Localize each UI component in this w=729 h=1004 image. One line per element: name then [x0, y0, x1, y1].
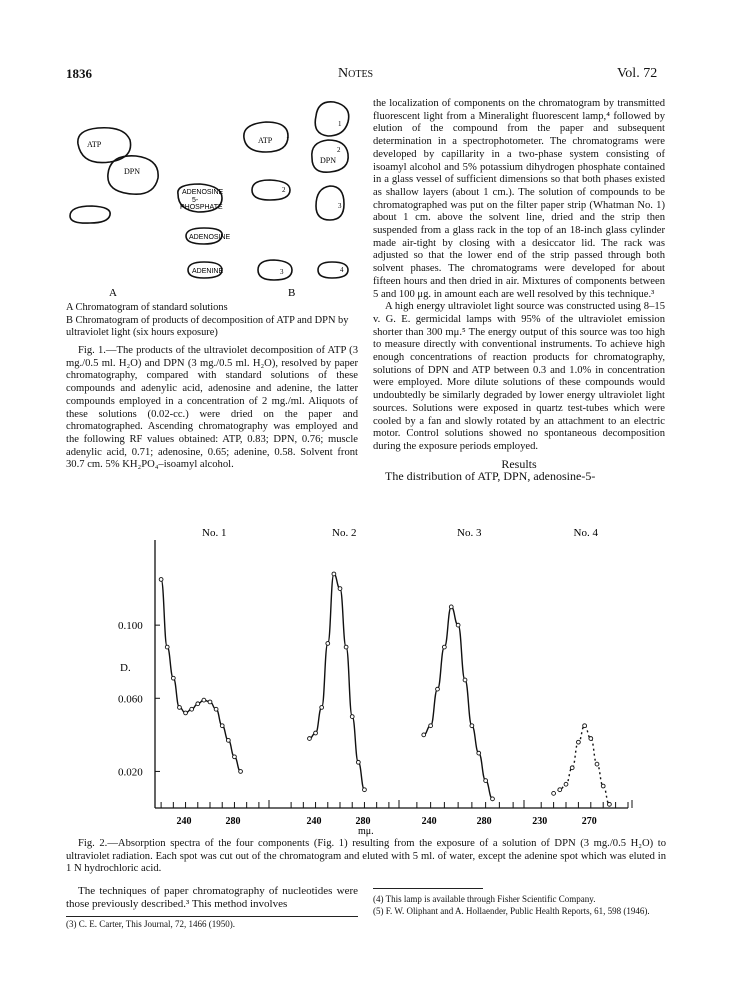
svg-text:4: 4 — [340, 266, 344, 274]
data-point — [463, 678, 467, 682]
spot-atp-a-label: ATP — [87, 140, 102, 149]
data-point — [477, 751, 481, 755]
results-heading: Results — [501, 456, 537, 471]
svg-text:2: 2 — [282, 186, 286, 194]
series-line-3 — [424, 607, 493, 799]
data-point — [589, 737, 593, 741]
data-point — [484, 779, 488, 783]
figure2-caption-text: Fig. 2.—Absorption spectra of the four components (Fig. 1) resulting from the exposure of a solution of DPN (3 mg./0.5 H₂O) to ultraviolet radiation. Each spot was cut out of the chromatogram and eluted with 5 ml. of water, except the adenine spot which was eluted in 1 N hydrochloric acid. — [66, 838, 666, 875]
footnote-rule — [66, 916, 358, 917]
svg-text:3: 3 — [280, 268, 284, 276]
panel-b-label: B — [288, 287, 296, 299]
data-point — [595, 762, 599, 766]
data-point — [171, 676, 175, 680]
svg-text:3: 3 — [338, 202, 342, 210]
data-point — [320, 706, 324, 710]
data-point — [429, 724, 433, 728]
right-column — [373, 98, 665, 483]
absorption-spectra-chart — [100, 526, 660, 838]
data-point — [190, 707, 194, 711]
data-point — [436, 687, 440, 691]
y-tick-label: 0.060 — [118, 693, 143, 706]
data-point — [326, 642, 330, 646]
svg-text:ATP: ATP — [258, 136, 273, 145]
footnote-5: (5) F. W. Oliphant and A. Hollaender, Public Health Reports, 61, 598 (1946). — [373, 906, 650, 916]
data-point — [202, 698, 206, 702]
data-point — [356, 760, 360, 764]
data-point — [220, 724, 224, 728]
panel-title: No. 4 — [573, 527, 598, 539]
data-point — [233, 755, 237, 759]
data-point — [422, 733, 426, 737]
data-point — [601, 784, 605, 788]
data-point — [449, 605, 453, 609]
data-point — [363, 788, 367, 792]
data-point — [491, 797, 495, 801]
data-point — [344, 645, 348, 649]
figure2-caption — [66, 838, 666, 876]
svg-text:ADENOSINE: ADENOSINE — [182, 189, 224, 196]
svg-text:1: 1 — [338, 120, 342, 128]
data-point — [208, 700, 212, 704]
figure1-legend — [66, 302, 356, 340]
data-point — [583, 724, 587, 728]
spot-dpn-a-label: DPN — [124, 167, 141, 176]
x-tick-label: 280 — [225, 816, 241, 827]
data-point — [350, 715, 354, 719]
spot-5-b — [318, 262, 348, 278]
data-point — [159, 578, 163, 582]
series-line-2 — [309, 574, 364, 790]
data-point — [608, 802, 612, 806]
svg-text:DPN: DPN — [320, 156, 337, 165]
spot-1-b — [315, 102, 349, 136]
svg-text:5-: 5- — [192, 197, 199, 204]
y-tick-label: 0.100 — [118, 620, 143, 633]
data-point — [456, 623, 460, 627]
data-point — [577, 740, 581, 744]
data-point — [570, 766, 574, 770]
data-point — [470, 724, 474, 728]
y-axis-label: D. — [120, 661, 131, 674]
data-point — [184, 711, 188, 715]
svg-text:1: 1 — [286, 132, 290, 140]
figure1-chromatogram — [62, 96, 362, 308]
data-point — [442, 645, 446, 649]
series-line-4 — [554, 726, 610, 805]
svg-text:2: 2 — [337, 146, 341, 154]
x-tick-label: 240 — [421, 816, 437, 827]
x-tick-label: 280 — [476, 816, 492, 827]
data-point — [214, 707, 218, 711]
paragraph-uv-source: A high energy ultraviolet light source was constructed using 8–15 v. G. E. germicidal lamps with 95% of the ultraviolet emission shorter than 300 mμ.⁵ The energy output of this source was too high to measure directly with conventional instruments. To achieve high enough concentrations of reaction products for chromatography, solutions of DPN and ATP between 0.3 and 1.0% in concentration were employed. More dilute solutions of these compounds would undoubtedly be similarly degraded by lower energy ultraviolet light sources. Solutions were exposed in quartz test-tubes which were cooled by a fan and slowly rotated by an attachment to an electric motor. Control solutions showed no spontaneous decomposition during the exposure periods employed. — [373, 301, 665, 452]
data-point — [239, 770, 243, 774]
legend-a: A Chromatogram of standard solutions — [66, 302, 228, 313]
svg-text:PHOSPHATE: PHOSPHATE — [180, 204, 223, 211]
figure1-caption-text: Fig. 1.—The products of the ultraviolet decomposition of ATP (3 mg./0.5 ml. H₂O) and DPN (3 mg./0.5 ml. H₂O), resolved by paper chromatography, compared with standard solutions of these compounds and adenylic acid, adenosine and adenine, the latter compounds employed in a concentration of 2 mg./ml. Aliquots of these solutions (0.02-cc.) were dried on the paper and chromatographed. Ascending chromatography was employed and the following RF values obtained: ATP, 0.83; DPN, 0.76; muscle adenylic acid, 0.71; adenosine, 0.65; adenine, 0.58. Solvent front 30.7 cm. 5% KH₂PO₄–isoamyl alcohol. — [66, 345, 358, 471]
data-point — [558, 788, 562, 792]
x-tick-label: 240 — [176, 816, 192, 827]
x-axis-label: mμ. — [358, 826, 374, 837]
panel-title: No. 1 — [202, 527, 227, 539]
spot-small-a — [70, 206, 110, 223]
footnote-rule-right — [373, 888, 483, 889]
figure1-caption — [66, 345, 358, 472]
techniques-text: The techniques of paper chromatography of nucleotides were those previously described.³ This method involves — [66, 885, 358, 910]
footnote-4: (4) This lamp is available through Fisher Scientific Company. — [373, 894, 596, 904]
data-point — [196, 702, 200, 706]
panel-title: No. 2 — [332, 527, 357, 539]
data-point — [552, 791, 556, 795]
y-tick-label: 0.020 — [118, 766, 143, 779]
legend-b: B Chromatogram of products of decomposition of ATP and DPN by ultraviolet light (six hours exposure) — [66, 314, 349, 339]
results-text: The distribution of ATP, DPN, adenosine-5- — [385, 469, 596, 484]
page-number: 1836 — [66, 66, 92, 81]
data-point — [165, 645, 169, 649]
spot-adenosine-a-label: ADENOSINE — [189, 234, 231, 241]
bottom-left-text — [66, 885, 358, 910]
x-tick-label: 280 — [355, 816, 371, 827]
panel-title: No. 3 — [457, 527, 482, 539]
data-point — [314, 731, 318, 735]
paragraph-methods: the localization of components on the chromatogram by transmitted fluorescent light from a Mineralight fluorescent lamp,⁴ followed by elution of the compound from the paper and subsequent determination in a spectrophotometer. The chromatograms were developed by capillarity in a two-phase system consisting of isoamyl alcohol and 5% potassium dihydrogen phosphate contained in a glass vessel of sufficient dimensions so that both phases existed as shallow layers (about 1 cm.). The solution of compounds to be chromatographed was put on the filter paper strip (Whatman No. 1) about 1 cm. above the solvent line, dried and the strip then suspended from a glass rack in the top of an 18-inch glass cylinder made air-tight by closing with a desiccator lid. The rack was adjusted so that the lower end of the strip passed through both solvent phases. The chromatograms were developed for about fifteen hours and then dried in air. Mixtures of components between 5 and 100 μg. in amount each are well resolved by this technique.³ — [373, 98, 665, 300]
spot-adenine-a-label: ADENINE — [192, 268, 224, 275]
x-tick-label: 270 — [581, 816, 597, 827]
data-point — [178, 706, 182, 710]
panel-a-label: A — [109, 287, 117, 299]
data-point — [332, 572, 336, 576]
x-tick-label: 240 — [306, 816, 322, 827]
data-point — [226, 738, 230, 742]
footnote-3: (3) C. E. Carter, This Journal, 72, 1466 (1950). — [66, 919, 235, 929]
data-point — [338, 587, 342, 591]
running-head: Notes — [338, 66, 374, 81]
spot-4-b — [258, 260, 292, 280]
x-tick-label: 230 — [532, 816, 548, 827]
data-point — [308, 737, 312, 741]
data-point — [564, 782, 568, 786]
volume-label: Vol. 72 — [617, 66, 658, 81]
